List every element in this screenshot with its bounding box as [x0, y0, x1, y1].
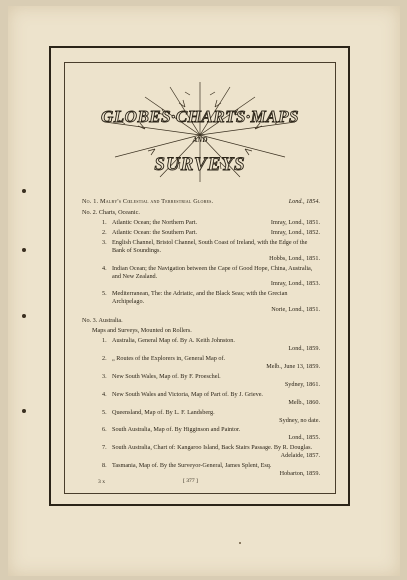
list-item	[82, 229, 320, 237]
entry-source: Imray, Lond., 1851.	[270, 218, 320, 226]
entry-number: 7.	[102, 444, 107, 452]
list-item	[82, 462, 320, 478]
entry-text: Tasmania, Map of. By the Surveyor-General, James Splent, Esq.	[112, 462, 272, 470]
entry-text: New South Wales, Map of. By F. Proeschel.	[112, 372, 221, 380]
list-item	[82, 337, 320, 353]
entry-source: Imray, Lond., 1853.	[270, 280, 320, 288]
entry-number: 8.	[102, 462, 107, 470]
entry-source: Lond., 1854.	[288, 198, 320, 205]
entry-source: Melb., 1860.	[288, 398, 320, 406]
entry-source: Hobarton, 1859.	[279, 470, 320, 478]
entry-number: 4.	[102, 264, 107, 272]
section-heading: No. 3. Australia.	[82, 317, 123, 325]
entry-source: Sydney, 1861.	[284, 380, 320, 388]
entry-source: Norie, Lond., 1851.	[271, 306, 320, 314]
entry-number: 1.	[102, 218, 107, 226]
entry-source: Lond., 1855.	[288, 434, 320, 442]
section-subheading: Maps and Surveys, Mounted on Rollers.	[92, 327, 192, 335]
entry-text: Australia, General Map of. By A. Keith Johnston.	[112, 337, 235, 345]
entry-text: South Australia, Chart of: Kangaroo Island, Back Stairs Passage. By R. Douglas.	[112, 444, 313, 452]
catalogue-content	[82, 198, 320, 481]
section-globes	[82, 198, 320, 206]
entry-source: Lond., 1859.	[288, 345, 320, 352]
page-number: [ 377 ]	[183, 478, 198, 484]
entry-text: Queensland, Map of. By L. F. Landsberg.	[112, 408, 215, 416]
list-item	[82, 391, 320, 407]
entry-text: Atlantic Ocean; the Northern Part.	[112, 218, 198, 226]
entry-text: „ Routes of the Explorers in, General Map of.	[112, 354, 226, 362]
section-heading: No. 2. Charts, Oceanic.	[82, 208, 140, 216]
entry-text: Indian Ocean; the Navigation between the Cape of Good Hope, China, Australia, and New Zealand.	[112, 264, 313, 280]
entry-source: Sydney, no date.	[279, 416, 320, 424]
entry-number: 4.	[102, 390, 107, 398]
list-item	[82, 409, 320, 425]
foliage-ornament-icon	[65, 77, 335, 187]
list-item	[82, 355, 320, 371]
entry-text: New South Wales and Victoria, Map of Part of. By J. Grieve.	[112, 390, 263, 398]
binding-hole	[22, 189, 26, 193]
entry-text: Atlantic Ocean: the Southern Part.	[112, 228, 198, 236]
entry-number: 3.	[102, 372, 107, 380]
entry-source: Hobbs, Lond., 1851.	[269, 254, 320, 262]
list-item	[82, 265, 320, 289]
entry-number: 2.	[102, 228, 107, 236]
entry-text: English Channel, Bristol Channel, South Coast of Ireland, with the Edge of the Bank of Soundings.	[112, 238, 308, 254]
binding-hole	[22, 314, 26, 318]
entry-number: 6.	[102, 426, 107, 434]
entry-source: Adelaide, 1857.	[280, 452, 320, 460]
section-charts	[82, 209, 320, 314]
binding-hole	[22, 248, 26, 252]
entry-number: 3.	[102, 238, 107, 246]
list-item	[82, 219, 320, 227]
entry-source: Melb., June 13, 1859.	[266, 362, 320, 370]
entry-number: 1.	[102, 337, 107, 345]
signature-mark: 3 x	[98, 479, 105, 485]
list-item	[82, 373, 320, 389]
title-line-3: SURVEYS	[154, 154, 246, 175]
entry-text: Mediterranean, The: the Adriatic, and the Black Seas; with the Grecian Archipelago.	[112, 290, 288, 306]
list-item	[82, 426, 320, 442]
paper-speck	[239, 542, 241, 544]
entry-number: 5.	[102, 408, 107, 416]
entry-source: Imray, Lond., 1852.	[270, 228, 320, 236]
title-line-1: GLOBES·CHARTS·MAPS	[101, 107, 299, 126]
entry-text: South Australia, Map of. By Higginson and Paintor.	[112, 426, 241, 434]
title-line-2: AND	[192, 136, 208, 144]
list-item	[82, 239, 320, 263]
ornamental-title	[65, 77, 335, 177]
entry-number: 5.	[102, 290, 107, 298]
entry-number: 2.	[102, 354, 107, 362]
section-australia	[82, 317, 320, 478]
list-item	[82, 444, 320, 460]
list-item	[82, 290, 320, 314]
section-heading: No. 1. Malby's Cœlestial and Terrestrial Globes.	[82, 198, 214, 205]
binding-hole	[22, 409, 26, 413]
